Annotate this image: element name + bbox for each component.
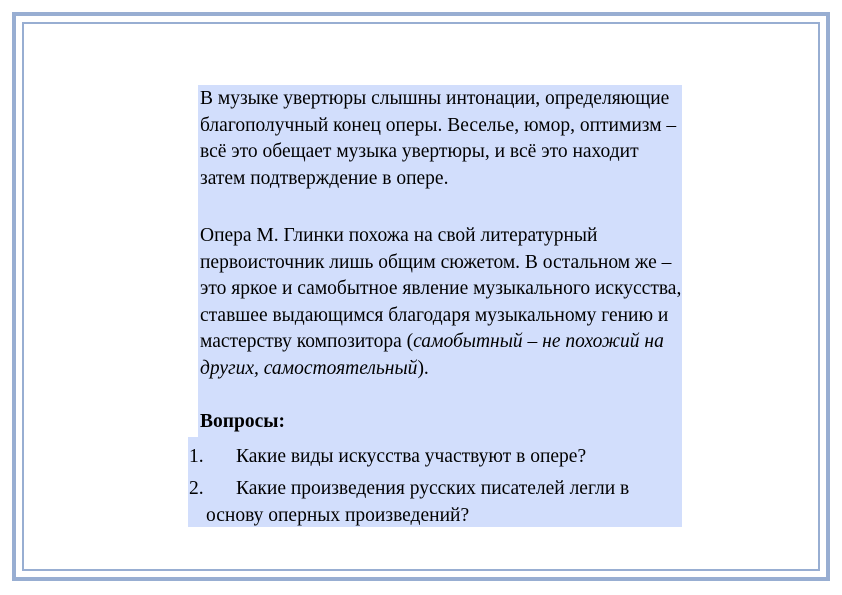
question-text: Какие произведения русских писателей легли в <box>236 478 630 499</box>
paragraph-opera-text: Опера М. Глинки похожа на свой литературный первоисточник лишь общим сюжетом. В остальном же – это яркое и самобытное явление музыкального искусства, ставшее выдающимся благодаря музыкальному гению и мастерству композитора ( <box>200 225 682 352</box>
question-number: 2. <box>189 478 204 499</box>
paragraph-overture: В музыке увертюры слышны интонации, определяющие благополучный конец оперы. Веселье, юмор, оптимизм – всё это обещает музыка увертюры, и всё это находит затем подтверждение в опере. <box>200 88 677 189</box>
question-text-continuation: основу оперных произведений? <box>206 504 470 526</box>
paragraph-opera-end: ). <box>417 357 429 379</box>
paragraph-opera <box>200 223 682 382</box>
paragraph-opera-definition: самобытный – не похожий на других, самостоятельный <box>200 331 664 379</box>
question-text: Какие виды искусства участвуют в опере? <box>236 446 587 467</box>
questions-heading: Вопросы: <box>200 411 285 432</box>
question-number: 1. <box>189 446 204 467</box>
question-item-2 <box>0 476 842 530</box>
